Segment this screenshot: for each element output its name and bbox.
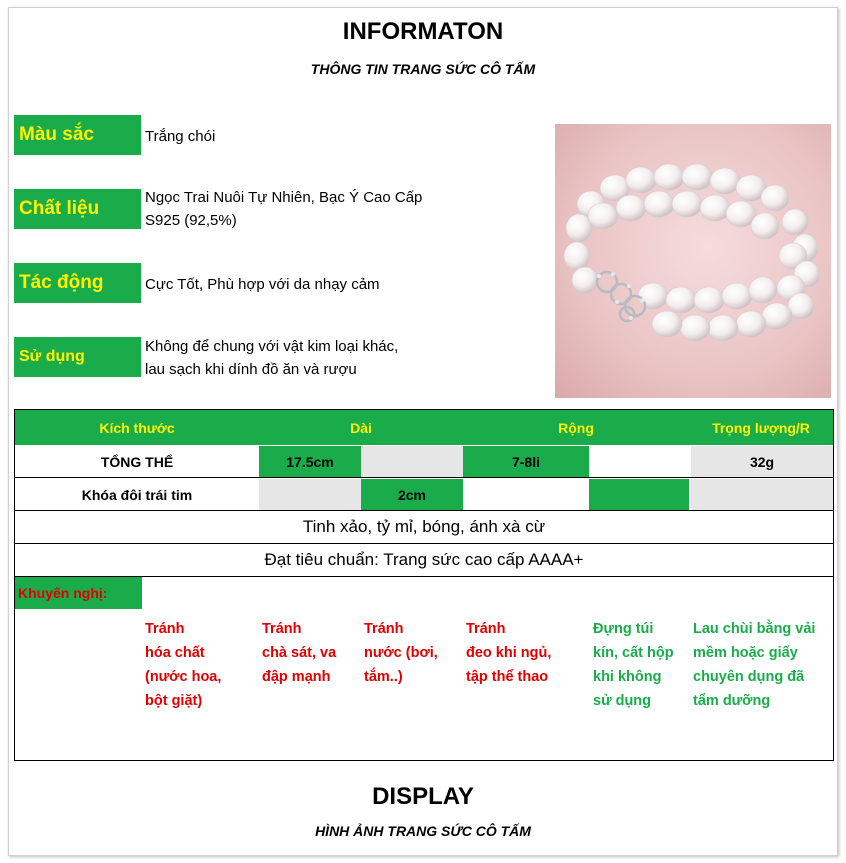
divider [15, 477, 833, 478]
row-overall-length: 17.5cm [259, 446, 361, 477]
quality-note: Tinh xảo, tỷ mỉ, bóng, ánh xà cừ [302, 517, 546, 536]
header-width: Rộng [558, 419, 594, 436]
page-subtitle: THÔNG TIN TRANG SỨC CÔ TẤM [310, 61, 536, 77]
label-color: Màu sắc [14, 115, 141, 155]
row-overall-weight: 32g [691, 446, 833, 477]
product-photo [555, 124, 831, 398]
label-usage: Sử dụng [14, 337, 141, 377]
rec-cleaning: Lau chùi bằng vải mềm hoặc giấy chuyên dụng đã tẩm dưỡng [693, 621, 816, 709]
empty-cell [463, 479, 589, 510]
rec-impact: Tránh chà sát, va đập mạnh [262, 621, 337, 685]
display-title: DISPLAY [372, 783, 474, 810]
empty-cell [589, 446, 689, 477]
value-material: Ngọc Trai Nuôi Tự Nhiên, Bạc Ý Cao Cấp S925 (92,5%) [145, 189, 423, 229]
display-subtitle: HÌNH ẢNH TRANG SỨC CÔ TẤM [315, 823, 531, 839]
empty-cell [589, 479, 689, 510]
value-usage: Không để chung với vật kim loại khác, lau sạch khi dính đồ ăn và rượu [145, 338, 399, 378]
row-overall-width: 7-8li [463, 446, 589, 477]
label-effect: Tác động [14, 263, 141, 303]
empty-cell [691, 479, 833, 510]
header-size: Kích thước [99, 419, 175, 436]
value-effect: Cực Tốt, Phù hợp với da nhạy cảm [145, 276, 380, 293]
rec-storage: Đựng túi kín, cất hộp khi không sử dụng [593, 621, 674, 709]
recommend-label: Khuyến nghị: [15, 577, 142, 609]
pearl-bracelet-image [555, 124, 831, 398]
header-weight: Trọng lượng/R [712, 419, 810, 436]
empty-cell [361, 446, 463, 477]
standard-note: Đạt tiêu chuẩn: Trang sức cao cấp AAAA+ [264, 550, 584, 569]
row-overall-name: TỔNG THỂ [100, 453, 174, 470]
row-clasp-name: Khóa đôi trái tim [81, 486, 193, 503]
rec-chemicals: Tránh hóa chất (nước hoa, bột giặt) [145, 621, 222, 709]
rec-sleep-sport: Tránh đeo khi ngủ, tập thể thao [466, 621, 552, 685]
value-color: Trắng chói [145, 128, 216, 145]
header-length: Dài [350, 419, 372, 436]
label-material: Chất liệu [14, 189, 141, 229]
rec-water: Tránh nước (bơi, tắm..) [364, 621, 438, 685]
row-clasp-length: 2cm [361, 479, 463, 510]
empty-cell [259, 479, 361, 510]
page-title: INFORMATON [342, 18, 504, 45]
